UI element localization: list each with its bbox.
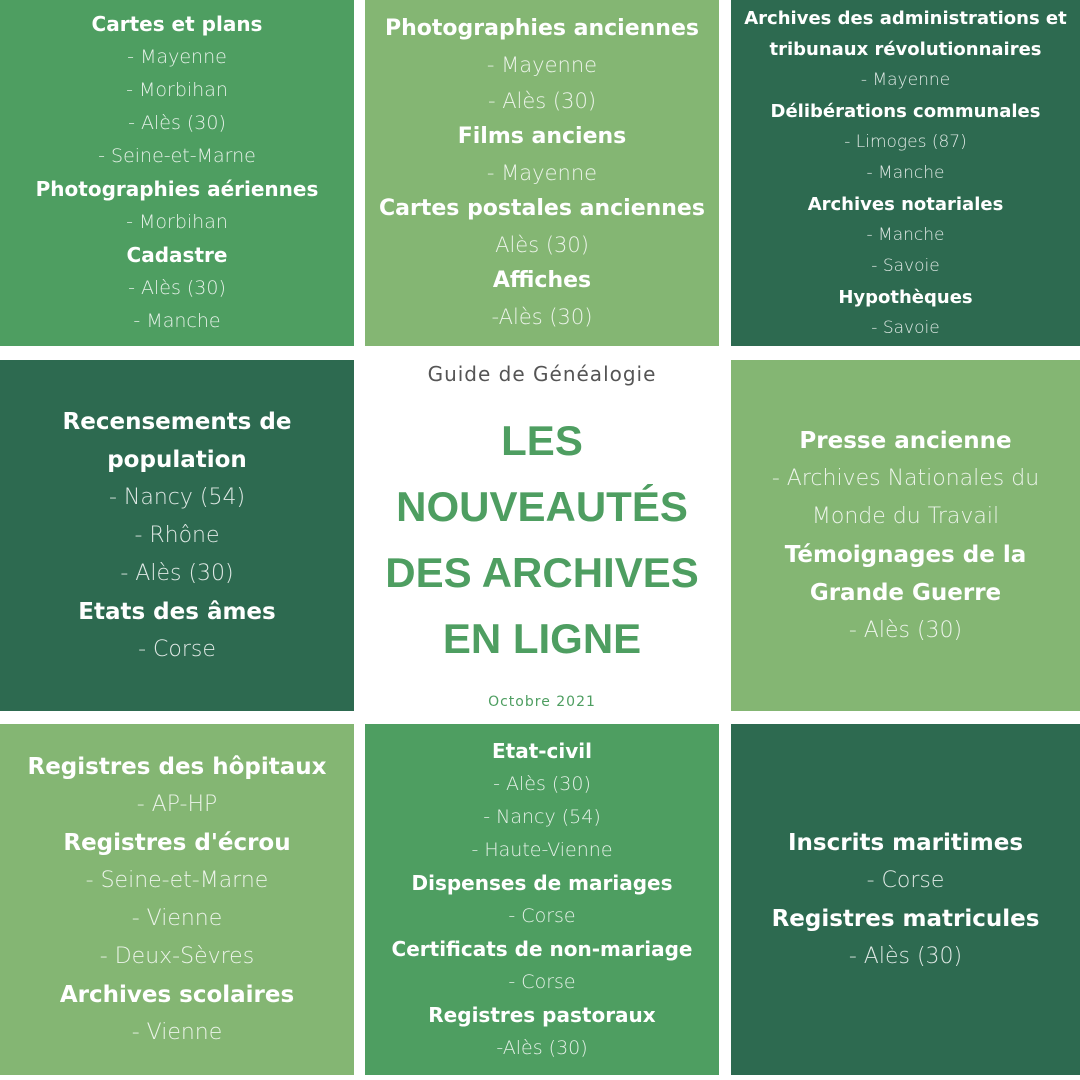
title-line-1: LES NOUVEAUTÉS — [396, 416, 688, 530]
category-heading: tribunaux révolutionnaires — [769, 38, 1042, 60]
category-heading: Etats des âmes — [78, 598, 276, 625]
archive-location-item: - AP-HP — [136, 791, 218, 817]
archive-location-item: - Manche — [866, 162, 945, 183]
archive-location-item: - Corse — [508, 904, 576, 927]
category-heading: Hypothèques — [838, 286, 973, 308]
archive-location-item: - Seine-et-Marne — [85, 867, 269, 893]
archive-location-item: - Vienne — [131, 1019, 223, 1045]
archive-location-item: - Rhône — [134, 522, 220, 548]
category-heading: Registres matricules — [771, 905, 1040, 932]
tile-photographies-anciennes — [365, 0, 719, 346]
category-heading: Dispenses de mariages — [411, 870, 673, 895]
category-heading: Films anciens — [457, 124, 627, 149]
category-heading: Photographies aériennes — [35, 177, 319, 201]
archive-location-item: - Alès (30) — [848, 943, 963, 969]
archive-location-item: - Corse — [866, 867, 945, 893]
archive-location-item: - Savoie — [871, 317, 940, 338]
category-heading: Cartes et plans — [91, 12, 263, 36]
archive-location-item: - Mayenne — [127, 46, 227, 68]
category-heading: Registres des hôpitaux — [27, 753, 327, 780]
category-heading: Photographies anciennes — [385, 16, 699, 41]
archive-location-item: - Mayenne — [486, 161, 598, 185]
archive-location-item: - Alès (30) — [493, 772, 591, 795]
archive-location-item: - Vienne — [131, 905, 223, 931]
tile-etat-civil — [365, 724, 719, 1075]
archive-location-item: - Archives Nationales du — [771, 465, 1040, 491]
archive-location-item: - Haute-Vienne — [471, 838, 613, 861]
tile-inscrits-maritimes — [731, 724, 1080, 1075]
category-heading: Archives notariales — [807, 193, 1004, 215]
archive-location-item: - Corse — [508, 970, 576, 993]
tile-recensements — [0, 360, 354, 711]
archive-location-item: - Alès (30) — [848, 617, 963, 643]
category-heading: Registres pastoraux — [428, 1002, 656, 1027]
archive-location-item: Alès (30) — [495, 233, 589, 257]
tile-cartes-et-plans — [0, 0, 354, 346]
tile-registres-hopitaux — [0, 724, 354, 1075]
category-heading: Cadastre — [126, 243, 228, 267]
archive-location-item: - Alès (30) — [128, 277, 226, 299]
archive-location-item: - Corse — [138, 636, 216, 662]
archive-location-item: - Alès (30) — [120, 560, 234, 586]
category-heading: Témoignages de la — [784, 541, 1027, 568]
tile-presse-ancienne — [731, 360, 1080, 711]
archive-location-item: - Manche — [866, 224, 945, 245]
category-heading: Presse ancienne — [799, 427, 1012, 454]
center-title-panel — [365, 360, 719, 711]
category-heading: Archives des administrations et — [744, 7, 1067, 29]
category-heading: Inscrits maritimes — [787, 829, 1024, 856]
archive-location-item: - Nancy (54) — [108, 484, 246, 510]
category-heading: Délibérations communales — [770, 100, 1041, 122]
archive-location-item: - Morbihan — [126, 211, 228, 233]
category-heading: Cartes postales anciennes — [379, 196, 705, 221]
archive-location-item: - Mayenne — [486, 53, 598, 77]
category-heading: population — [107, 446, 247, 473]
archive-location-item: - Mayenne — [860, 69, 951, 90]
category-heading: Etat-civil — [491, 738, 593, 763]
archive-location-item: -Alès (30) — [491, 305, 593, 329]
date-label: Octobre 2021 — [488, 693, 596, 710]
category-heading: Registres d'écrou — [63, 829, 291, 856]
archive-location-item: -Alès (30) — [496, 1036, 588, 1059]
title-line-3: EN LIGNE — [442, 614, 642, 662]
brand-logo-text: Guide de Généalogie — [427, 361, 657, 386]
category-heading: Grande Guerre — [809, 579, 1002, 606]
archive-location-item: - Manche — [133, 310, 221, 332]
category-heading: Archives scolaires — [59, 981, 295, 1008]
category-heading: Affiches — [492, 268, 592, 293]
archive-location-item: - Deux-Sèvres — [99, 943, 255, 969]
category-heading: Certificats de non-mariage — [391, 936, 693, 961]
archive-location-item: - Seine-et-Marne — [98, 145, 256, 167]
archive-location-item: - Alès (30) — [128, 112, 226, 134]
category-heading: Recensements de — [62, 408, 292, 435]
archive-location-item: - Nancy (54) — [483, 805, 601, 828]
archive-location-item: - Morbihan — [126, 79, 228, 101]
archive-location-item: - Alès (30) — [487, 89, 597, 113]
title-line-2: DES ARCHIVES — [385, 548, 699, 596]
archive-location-item: - Limoges (87) — [844, 131, 967, 152]
archive-location-item: - Savoie — [871, 255, 940, 276]
archive-location-item: Monde du Travail — [811, 503, 1000, 529]
tile-archives-administrations — [731, 0, 1080, 346]
